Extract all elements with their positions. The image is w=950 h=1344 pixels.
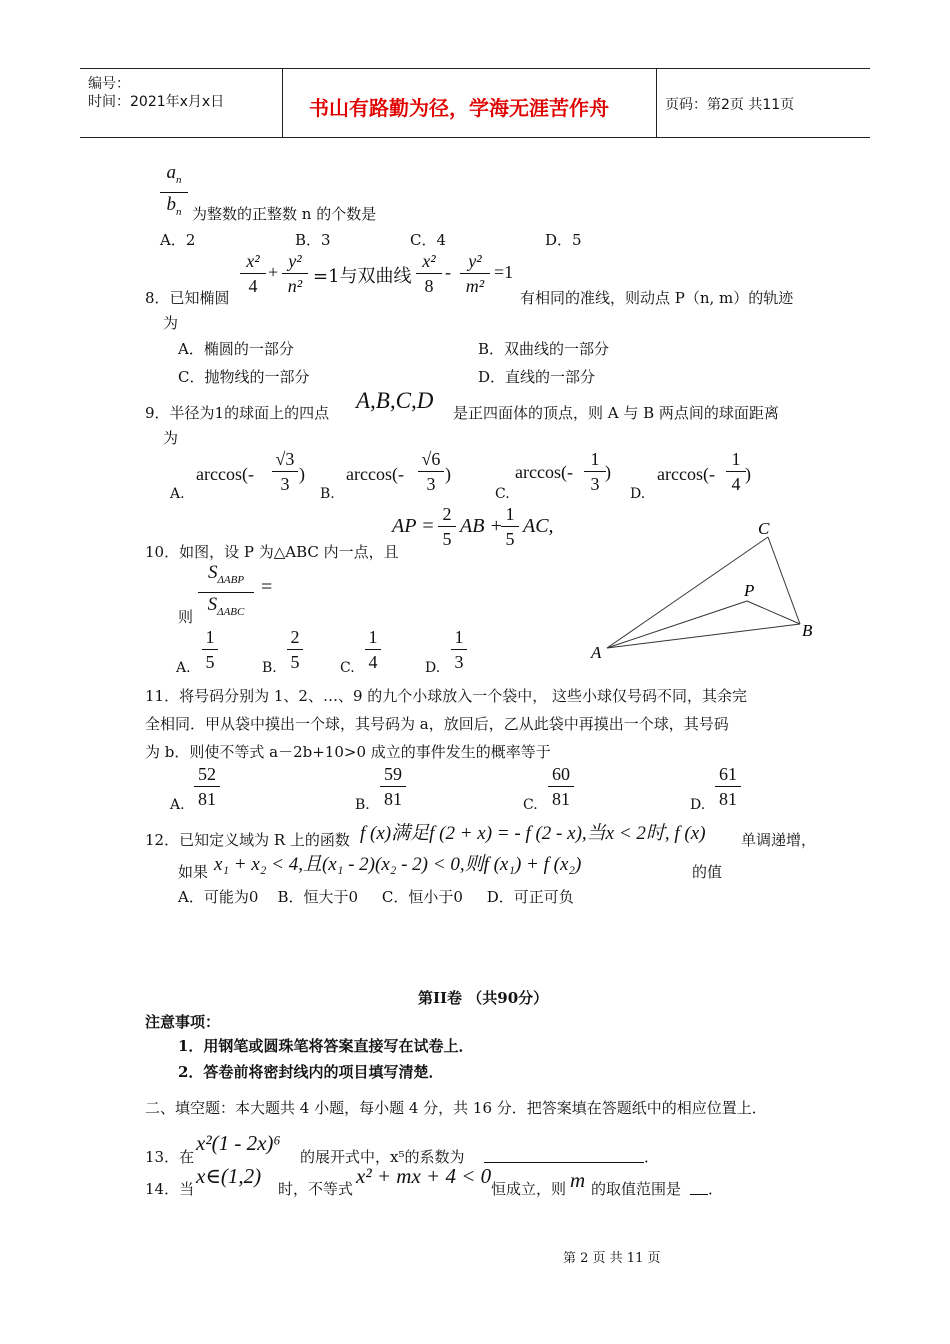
q8-plus: + [268, 262, 279, 282]
q10-option-b-label: B. [262, 660, 277, 676]
q11-option-a-label: A. [170, 797, 185, 813]
page-label: 页码：第2页 共11页 [665, 97, 795, 113]
q8-option-c: C．抛物线的一部分 [178, 368, 310, 386]
page-header [80, 68, 870, 138]
q10-option-d-frac: 1 3 [451, 626, 467, 673]
q9-option-c-prefix: arccos(- [515, 462, 573, 482]
q14-mid2: 恒成立，则 [491, 1180, 567, 1198]
q7-fraction: $a_n$ $b_n$ [160, 162, 188, 223]
q10-term2: AC, [523, 515, 554, 537]
q9-option-b-close: ) [445, 464, 451, 484]
header-page-cell [657, 69, 870, 137]
q9-option-c-close: ) [605, 462, 611, 482]
q8-stem-end: 有相同的准线，则动点 P（n, m）的轨迹 [520, 289, 794, 307]
time-label: 时间：2021年x月x日 [88, 94, 225, 110]
q9-option-b-frac: √6 3 [418, 448, 444, 495]
q8-option-d: D．直线的一部分 [478, 368, 596, 386]
q9-option-b-label: B. [320, 486, 335, 502]
q10-ratio-prefix: 则 [178, 608, 194, 626]
label-b: B [802, 621, 813, 640]
q11-option-c-label: C. [523, 797, 538, 813]
q11-line1: 11．将号码分别为 1、2、…、9 的九个小球放入一个袋中， 这些小球仅号码不同，其余完 [145, 687, 748, 705]
q10-vec-lhs: AP = [392, 515, 435, 537]
q9-option-a-label: A. [170, 486, 185, 502]
part2-title: 第II卷 （共90分） [418, 989, 549, 1007]
q7-option-b: B．3 [295, 231, 331, 249]
q10-option-d-label: D. [425, 660, 441, 676]
q14-tail: 的取值范围是 [591, 1180, 682, 1198]
q14-label: 14．当 [145, 1180, 195, 1198]
q8-stem-start: 8．已知椭圆 [145, 289, 230, 307]
q10-coef2: 1 5 [501, 503, 519, 550]
q14-inequality: x² + mx + 4 < 0 [356, 1164, 492, 1188]
q9-points: A,B,C,D [356, 388, 434, 413]
id-label: 编号： [88, 76, 130, 92]
q14-answer-blank[interactable] [690, 1180, 708, 1195]
q9-option-c-frac: 1 3 [584, 448, 606, 495]
q8-stem-line2: 为 [163, 314, 179, 332]
q9-option-d-prefix: arccos(- [657, 464, 715, 484]
q12-formula2: x₁ + x₂ < 4,且(x₁ - 2)(x₂ - 2) < 0,则f (x₁) + f (x₂) [214, 854, 582, 875]
q10-option-a-label: A. [176, 660, 191, 676]
q8-frac-x: x² 4 [240, 250, 266, 297]
q10-option-a-frac: 1 5 [202, 626, 218, 673]
section-fill-in: 二、填空题：本大题共 4 小题，每小题 4 分，共 16 分．把答案填在答题纸中的相应位置上． [145, 1099, 767, 1117]
header-motto-cell [283, 69, 657, 137]
triangle-figure [585, 515, 825, 665]
q10-term1: AB + [460, 515, 503, 537]
q8-option-b: B．双曲线的一部分 [478, 340, 610, 358]
q9-stem-line2: 为 [163, 429, 179, 447]
q8-frac-y: y² n² [282, 250, 308, 297]
q9-option-d-label: D. [630, 486, 646, 502]
q13-formula: x²(1 - 2x)⁶ [196, 1131, 281, 1155]
q12-stem-start: 12．已知定义域为 R 上的函数 [145, 831, 350, 849]
q9-stem-end: 是正四面体的顶点，则 A 与 B 两点间的球面距离 [453, 404, 779, 422]
q10-stem: 10．如图，设 P 为△ABC 内一点，且 [145, 543, 399, 561]
notice-title: 注意事项： [145, 1013, 221, 1031]
q14-mid: 时，不等式 [278, 1180, 354, 1198]
q9-option-c-label: C. [495, 486, 510, 502]
q12-stem-mid: 单调递增， [741, 831, 817, 849]
q12-options: A．可能为0 B．恒大于0 C．恒小于0 D．可正可负 [178, 888, 574, 906]
segment-ap [607, 601, 747, 648]
q12-formula1: f (x)满足f (2 + x) = - f (2 - x),当x < 2时, f (x) [360, 823, 706, 844]
q11-option-c-frac: 60 81 [548, 763, 574, 810]
q7-stem: 为整数的正整数 n 的个数是 [192, 205, 377, 223]
q12-line2-start: 如果 [178, 863, 209, 881]
q10-ratio-eq: = [261, 576, 273, 598]
q9-option-d-close: ) [745, 464, 751, 484]
q13-tail: 的展开式中，x⁵的系数为 [300, 1148, 465, 1166]
page-footer: 第 2 页 共 11 页 [563, 1251, 661, 1266]
q11-line2: 全相同．甲从袋中摸出一个球，其号码为 a，放回后，乙从此袋中再摸出一个球，其号码 [145, 715, 729, 733]
q7-option-c: C．4 [410, 231, 447, 249]
notice-item-2: 2．答卷前将密封线内的项目填写清楚． [178, 1063, 444, 1081]
q10-ratio: $S_{\Delta ABP}$ $S_{\Delta ABC}$ [198, 562, 254, 623]
q8-minus: - [445, 262, 451, 282]
q11-option-d-frac: 61 81 [715, 763, 741, 810]
q8-mid-text: =1与双曲线 [313, 266, 412, 287]
q11-line3: 为 b．则使不等式 a－2b+10>0 成立的事件发生的概率等于 [145, 743, 551, 761]
label-p: P [744, 581, 755, 600]
segment-pb [747, 601, 800, 624]
q9-option-a-frac: √3 3 [272, 448, 298, 495]
q13-end: ． [644, 1148, 660, 1166]
q7-option-d: D．5 [545, 231, 582, 249]
q11-option-b-frac: 59 81 [380, 763, 406, 810]
q7-option-a: A．2 [160, 231, 196, 249]
q8-frac-y2: y² m² [460, 250, 490, 297]
q8-option-a: A．椭圆的一部分 [178, 340, 294, 358]
q13-answer-blank[interactable] [484, 1148, 644, 1163]
q11-option-a-frac: 52 81 [194, 763, 220, 810]
q14-end: ． [708, 1180, 724, 1198]
motto: 书山有路勤为径，学海无涯苦作舟 [309, 96, 609, 120]
notice-item-1: 1．用钢笔或圆珠笔将答案直接写在试卷上． [178, 1037, 474, 1055]
q9-option-b-prefix: arccos(- [346, 464, 404, 484]
q9-option-d-frac: 1 4 [726, 448, 746, 495]
header-meta-cell [80, 69, 283, 137]
q12-line2-end: 的值 [692, 863, 723, 881]
q8-frac-x2: x² 8 [416, 250, 442, 297]
label-a: A [591, 643, 602, 662]
q8-eq-end: =1 [494, 262, 514, 282]
label-c: C [758, 519, 770, 538]
q10-option-c-frac: 1 4 [365, 626, 381, 673]
edge-cb [768, 537, 800, 624]
q14-var: m [570, 1168, 586, 1192]
q11-option-d-label: D. [690, 797, 706, 813]
q14-condition: x∈(1,2) [196, 1164, 262, 1188]
q10-option-b-frac: 2 5 [287, 626, 303, 673]
q9-option-a-close: ) [299, 464, 305, 484]
q9-option-a-prefix: arccos(- [196, 464, 254, 484]
q9-stem-start: 9．半径为1的球面上的四点 [145, 404, 330, 422]
q10-coef1: 2 5 [438, 503, 456, 550]
q11-option-b-label: B. [355, 797, 370, 813]
q13-label: 13．在 [145, 1148, 195, 1166]
q10-option-c-label: C. [340, 660, 355, 676]
